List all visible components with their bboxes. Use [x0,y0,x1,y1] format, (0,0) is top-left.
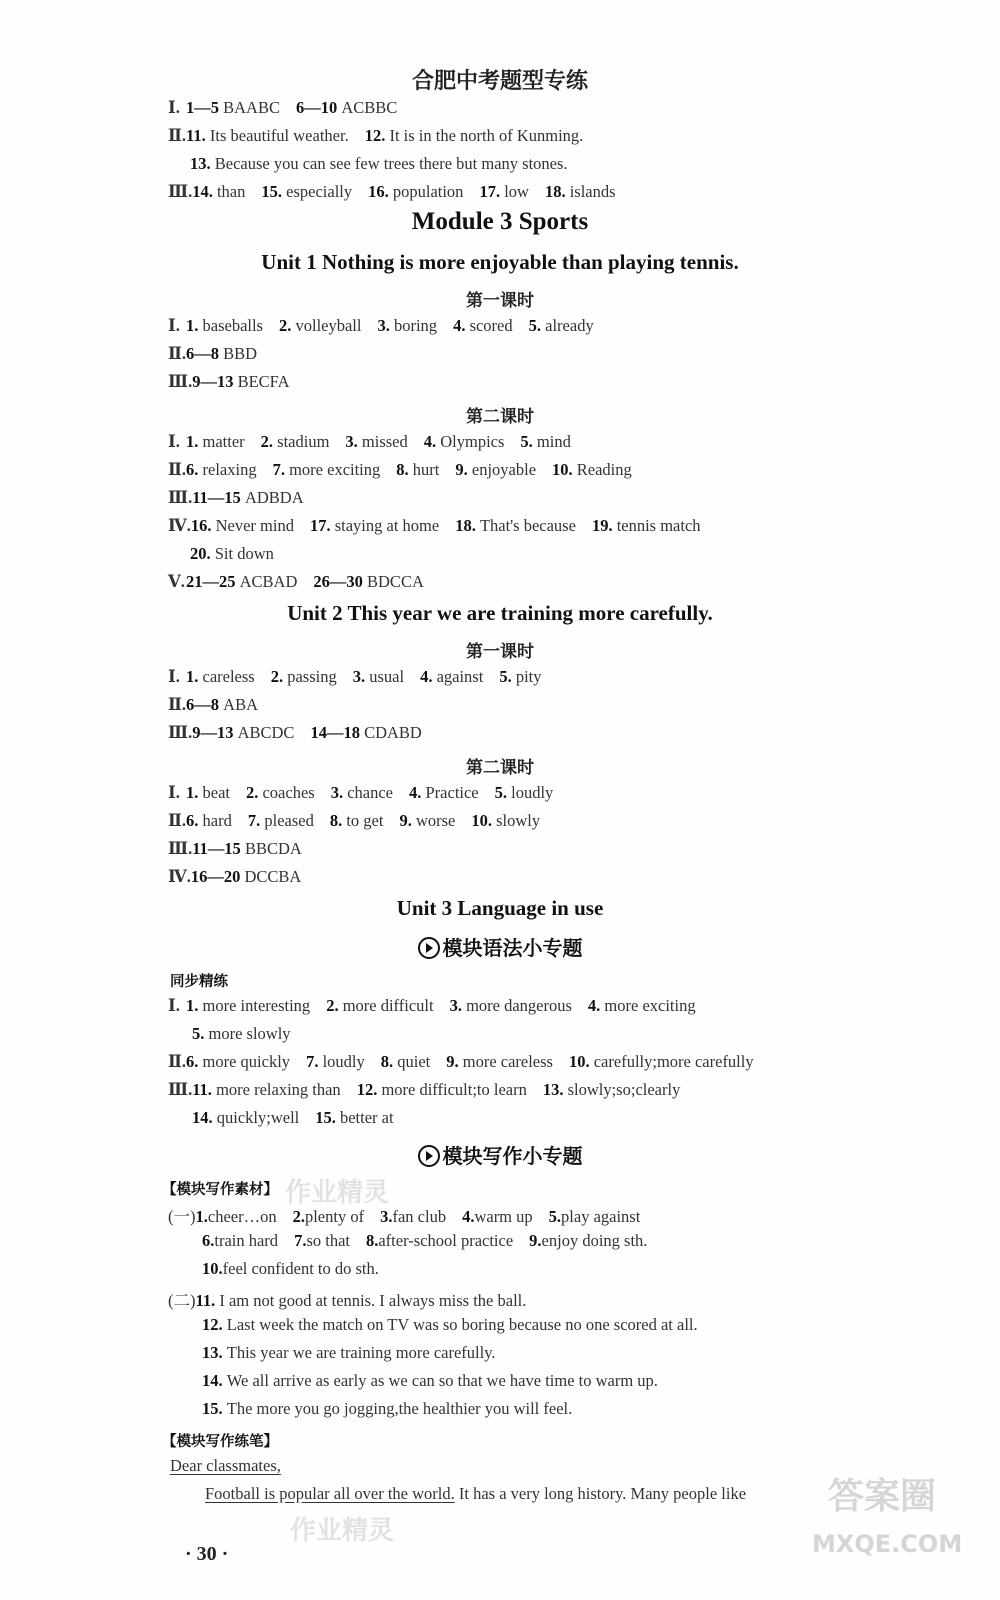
material-sentence: 12. Last week the match on TV was so boring because no one scored at all. [202,1315,698,1334]
answer-item: 5. mind [520,432,571,451]
answer-item: 6—10 ACBBC [295,98,398,117]
unit1-lesson2-title: 第二课时 [466,407,534,427]
watermark-3: 答案圈 [828,1476,937,1517]
answer-item: 11. Its beautiful weather. [186,126,349,145]
material-prefix: (一) [168,1207,196,1226]
answer-line [168,1080,696,1100]
answer-line [168,372,306,392]
answer-item: 15. better at [315,1108,394,1127]
writing-special-title: 模块写作小专题 [0,1140,1000,1169]
roman-numeral: Ⅲ. [168,372,193,391]
answer-item: 26—30 BDCCA [313,572,424,591]
answer-line [192,1108,410,1128]
watermark-1: 作业精灵 [285,1178,390,1208]
answer-item: 1. beat [186,783,230,802]
roman-numeral: Ⅲ. [168,182,193,201]
answer-item: 11—15 ADBDA [192,488,304,507]
answer-line [168,667,557,687]
material-sentence: (二)11. I am not good at tennis. I always miss the ball. [168,1291,527,1310]
roman-numeral: Ⅱ. [168,460,187,479]
roman-numeral: Ⅱ. [168,344,187,363]
answer-item: 2. passing [270,667,337,686]
answer-item: 20. Sit down [190,544,274,563]
answer-item: 1. matter [186,432,245,451]
sync-practice-label: 同步精练 [170,974,228,990]
material-sentence: 15. The more you go jogging,the healthier you will feel. [202,1399,573,1418]
play-arrow-icon [418,937,440,959]
answer-item: 6. relaxing [186,460,257,479]
answer-item: 2. more difficult [326,996,434,1015]
answer-line [168,723,438,743]
answer-item: 1. careless [186,667,255,686]
answer-item: 14—18 CDABD [310,723,422,742]
answer-line [190,544,290,564]
answer-line [168,867,317,887]
watermark-2: 作业精灵 [290,1516,395,1546]
answer-item: 3. boring [377,316,438,335]
roman-numeral: Ⅰ. [168,316,180,335]
answer-item: 6. hard [186,811,232,830]
answer-item: 14. quickly;well [192,1108,300,1127]
answer-item: 10. Reading [552,460,632,479]
letter-salutation: Dear classmates, [170,1456,281,1475]
writing-material-label: 【模块写作素材】 [162,1182,278,1198]
page-number: · 30 · [185,1543,229,1565]
answer-item: 13. Because you can see few trees there but many stones. [190,154,568,173]
answer-item: 16—20 DCCBA [190,867,302,886]
answer-item: 9. enjoyable [455,460,537,479]
answer-item: 3. more dangerous [449,996,572,1015]
roman-numeral: Ⅰ. [168,432,180,451]
answer-item: 18. islands [544,182,616,201]
answer-item: 8. to get [329,811,384,830]
answer-line [168,344,273,364]
unit2-lesson1-title: 第一课时 [466,642,534,662]
roman-numeral: Ⅲ. [168,723,193,742]
answer-item: 5. pity [499,667,542,686]
answer-line [168,695,274,715]
material-item: 1.cheer…on [195,1207,277,1226]
writing-practice-label: 【模块写作练笔】 [162,1434,278,1450]
answer-item: 10. carefully;more carefully [568,1052,754,1071]
unit1-title: Unit 1 Nothing is more enjoyable than playing tennis. [261,250,739,274]
answer-item: 4. Olympics [423,432,505,451]
answer-item: 16. population [368,182,464,201]
answer-item: 8. hurt [396,460,440,479]
answer-item: 15. especially [261,182,353,201]
answer-item: 11. more relaxing than [192,1080,341,1099]
answer-item: 3. missed [345,432,408,451]
answer-item: 14. than [192,182,246,201]
answer-line [168,572,440,592]
roman-numeral: Ⅰ. [168,667,180,686]
answer-line [168,488,320,508]
roman-numeral: Ⅱ. [168,695,187,714]
answer-item: 3. usual [352,667,405,686]
roman-numeral: Ⅳ. [168,867,191,886]
roman-numeral: Ⅱ. [168,126,187,145]
material-item: 2.plenty of [292,1207,365,1226]
answer-item: 7. loudly [306,1052,365,1071]
answer-line [168,839,318,859]
answer-item: 5. already [528,316,594,335]
answer-item: 10. slowly [471,811,541,830]
answer-item: 5. more slowly [192,1024,291,1043]
answer-line [168,1052,770,1072]
answer-item: 16. Never mind [190,516,294,535]
answer-item: 5. loudly [494,783,554,802]
roman-numeral: Ⅰ. [168,996,180,1015]
answer-item: 19. tennis match [591,516,701,535]
answer-line [168,98,413,118]
answer-line [168,783,569,803]
answer-line [168,126,599,146]
answer-item: 13. slowly;so;clearly [542,1080,681,1099]
answer-item: 6. more quickly [186,1052,291,1071]
grammar-special-title: 模块语法小专题 [0,932,1000,961]
answer-item: 4. more exciting [587,996,696,1015]
answer-item: 17. low [479,182,529,201]
roman-numeral: Ⅲ. [168,488,193,507]
answer-item: 9. worse [399,811,456,830]
answer-item: 1—5 BAABC [186,98,280,117]
answer-item: 11—15 BBCDA [192,839,302,858]
essay-first-line: Football is popular all over the world. It has a very long history. Many people like [205,1484,747,1503]
roman-numeral: Ⅰ. [168,98,180,117]
answer-line [192,1024,307,1044]
answer-item: 6—8 ABA [186,695,258,714]
roman-numeral: Ⅴ. [168,572,185,591]
unit2-title: Unit 2 This year we are training more carefully. [287,601,713,625]
material-line [202,1231,663,1251]
roman-numeral: Ⅳ. [168,516,191,535]
answer-item: 2. coaches [245,783,315,802]
answer-line [168,432,587,452]
answer-line [168,811,556,831]
roman-numeral: Ⅰ. [168,783,180,802]
material-item: 5.play against [548,1207,641,1226]
answer-item: 9—13 ABCDC [192,723,295,742]
material-sentence: 13. This year we are training more carefully. [202,1343,496,1362]
answer-item: 2. volleyball [278,316,362,335]
material-line [168,1203,656,1227]
material-item: 8.after-school practice [365,1231,514,1250]
answer-line [168,182,632,202]
material-item: 4.warm up [462,1207,533,1226]
answer-item: 9—13 BECFA [192,372,290,391]
roman-numeral: Ⅱ. [168,1052,187,1071]
answer-line [190,154,584,174]
answer-item: 6—8 BBD [186,344,258,363]
answer-item: 4. against [420,667,484,686]
answer-item: 3. chance [330,783,393,802]
material-prefix: (二) [168,1291,196,1310]
material-sentence: 14. We all arrive as early as we can so that we have time to warm up. [202,1371,658,1390]
answer-item: 21—25 ACBAD [186,572,298,591]
roman-numeral: Ⅲ. [168,839,193,858]
roman-numeral: Ⅱ. [168,811,187,830]
material-item: 7.so that [294,1231,350,1250]
answer-item: 17. staying at home [309,516,440,535]
answer-item: 12. It is in the north of Kunming. [364,126,584,145]
answer-item: 9. more careless [446,1052,553,1071]
answer-item: 1. more interesting [186,996,311,1015]
roman-numeral: Ⅲ. [168,1080,193,1099]
answer-item: 4. Practice [409,783,479,802]
answer-item: 8. quiet [380,1052,431,1071]
answer-line [168,460,648,480]
answer-line [168,516,717,536]
answer-item: 12. more difficult;to learn [356,1080,527,1099]
material-item: 6.train hard [202,1231,279,1250]
answer-item: 4. scored [453,316,513,335]
play-arrow-icon [418,1145,440,1167]
module-title: Module 3 Sports [411,208,589,235]
section-title-hefei: 合肥中考题型专练 [411,69,588,94]
material-item: 10.feel confident to do sth. [202,1259,379,1278]
unit1-lesson1-title: 第一课时 [466,291,534,311]
answer-item: 2. stadium [260,432,330,451]
material-line [202,1259,395,1279]
unit2-lesson2-title: 第二课时 [466,758,534,778]
answer-item: 7. more exciting [272,460,381,479]
answer-item: 1. baseballs [186,316,263,335]
answer-line [168,316,610,336]
answer-item: 18. That's because [455,516,576,535]
answer-item: 7. pleased [247,811,314,830]
answer-line [168,996,712,1016]
material-item: 3.fan club [380,1207,447,1226]
unit3-title: Unit 3 Language in use [396,896,604,920]
watermark-4: MXQE.COM [812,1530,963,1558]
material-item: 9.enjoy doing sth. [529,1231,648,1250]
